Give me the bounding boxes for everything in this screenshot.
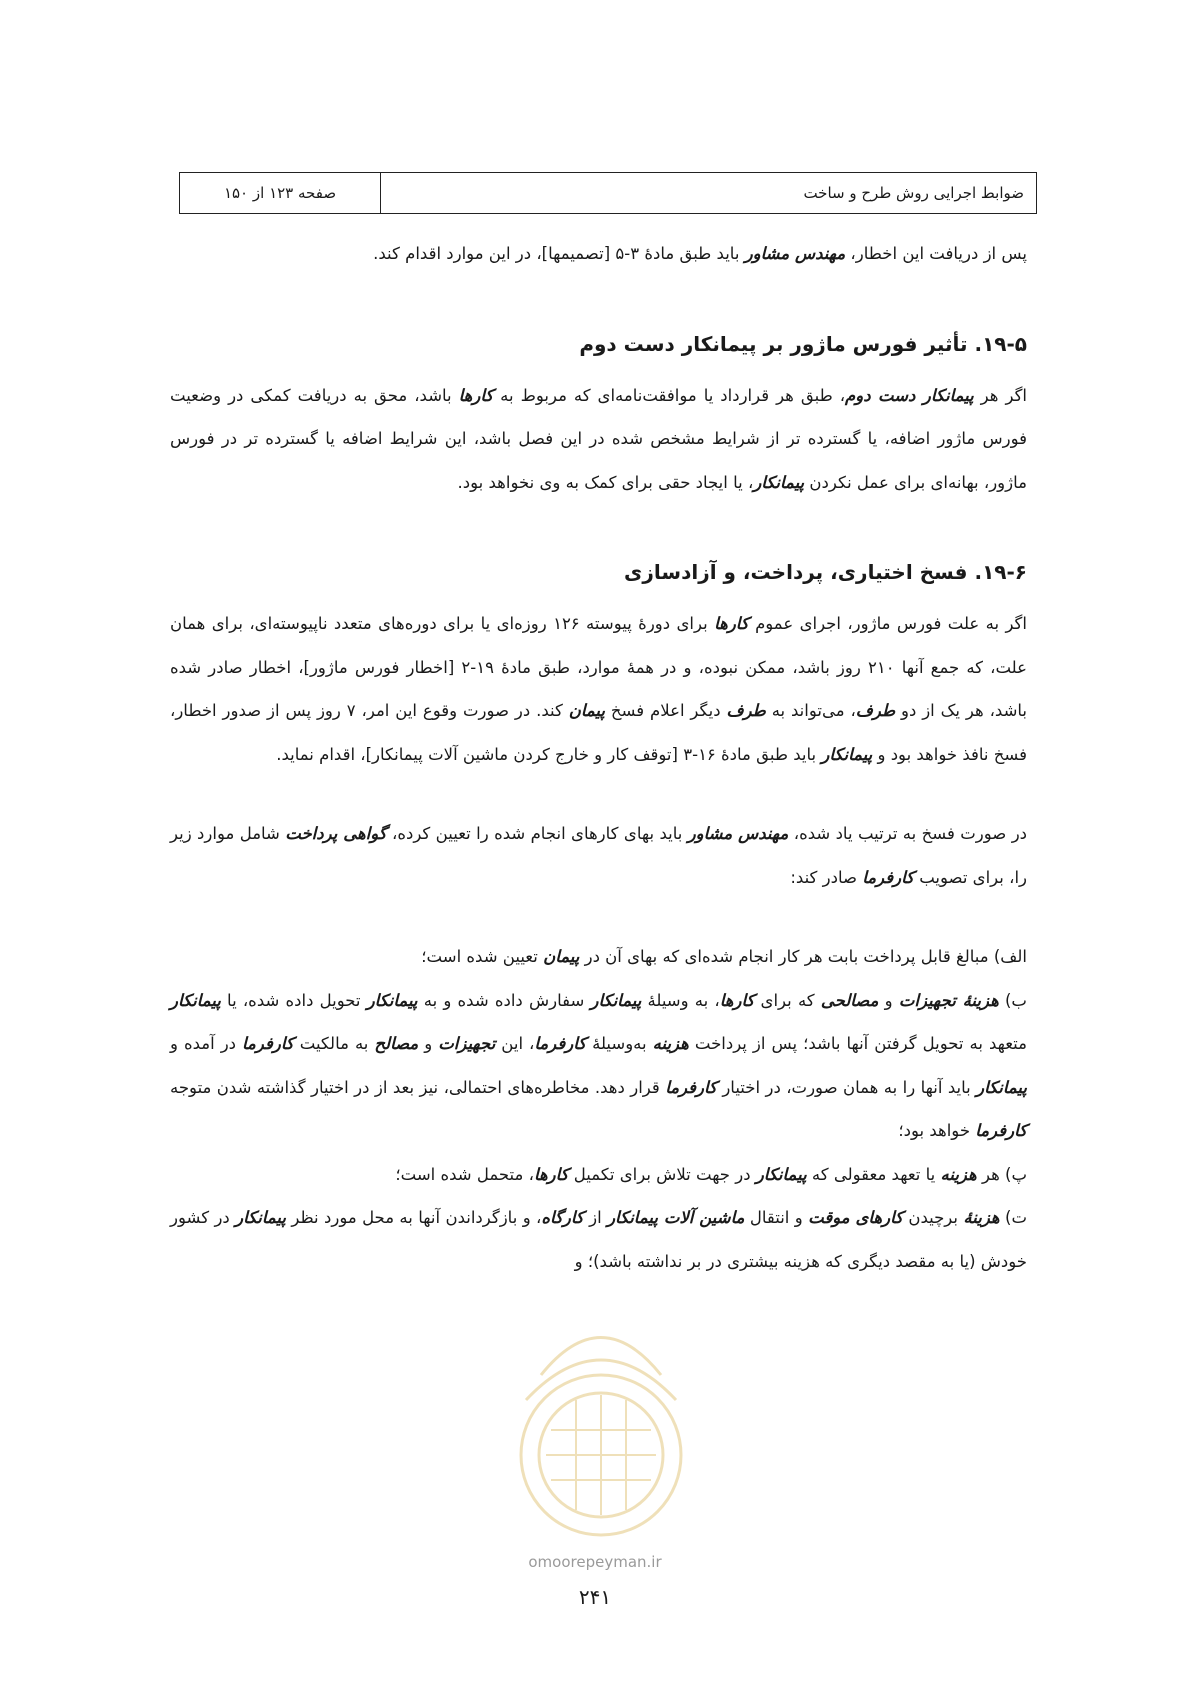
text: قرار دهد. مخاطره‌های احتمالی، نیز بعد از در اختیار گذاشته شدن متوجه [170, 1077, 666, 1097]
text: ، یا ایجاد حقی برای کمک به وی نخواهد بود. [457, 472, 754, 492]
text: اگر به علت فورس ماژور، اجرای عموم [748, 614, 1027, 633]
term: پیمانکار [170, 990, 221, 1010]
text: ب) [998, 990, 1027, 1010]
term: کارها [458, 385, 494, 405]
term: مصالحی [820, 990, 879, 1010]
term: پیمانکار [366, 990, 418, 1010]
text: باید بهای کارهای انجام شده را تعیین کرده، [386, 824, 688, 843]
term: پیمانکار [590, 990, 642, 1010]
term: کارفرما [665, 1077, 717, 1097]
header-title: ضوابط اجرایی روش طرح و ساخت [803, 184, 1024, 202]
term: کارفرما [242, 1034, 294, 1053]
term: هزینۀ تجهیزات [898, 990, 999, 1010]
header-page-ref: صفحه ۱۲۳ از ۱۵۰ [180, 173, 381, 213]
section-heading-19-5: ۱۹-۵. تأثیر فورس ماژور بر پیمانکار دست دوم [579, 331, 1027, 356]
term: کارهای موقت [808, 1208, 903, 1227]
list-item-be [170, 979, 1027, 1153]
list-item-pe [170, 1153, 1027, 1197]
term: پیمان [543, 947, 580, 966]
text: برچیدن [902, 1208, 964, 1227]
term: طرف [726, 701, 766, 720]
list-item-alef [170, 935, 1027, 979]
term: پیمان [568, 701, 606, 720]
text: به‌وسیلۀ [586, 1034, 653, 1053]
term: کارها [533, 1164, 569, 1184]
text: پس از دریافت این اخطار، [845, 244, 1027, 263]
text: خواهد بود؛ [898, 1121, 976, 1140]
text: تعیین شده است؛ [421, 947, 544, 966]
text: ، به وسیلۀ [641, 990, 720, 1010]
term: هزینۀ [963, 1208, 1000, 1227]
text: سفارش داده شده و به [417, 990, 591, 1010]
term: پیمانکار دست دوم [845, 385, 974, 405]
term: کارفرما [975, 1121, 1027, 1140]
term: کارگاه [541, 1208, 584, 1227]
paragraph-19-6 [170, 602, 1027, 776]
text: ت) [999, 1208, 1027, 1227]
page-header [179, 172, 1037, 214]
text: ، می‌تواند به [765, 701, 856, 720]
term: گواهی پرداخت [285, 824, 387, 843]
term: کارفرما [534, 1034, 587, 1053]
term: پیمانکار [755, 1164, 807, 1184]
term: پیمانکار [235, 1208, 286, 1227]
text: در صورت فسخ به ترتیب یاد شده، [788, 824, 1028, 843]
text: در آمده و [170, 1034, 243, 1053]
text: در کشور خودش (یا به مقصد دیگری که هزینه بیشتری در بر نداشته باشد)؛ و [170, 1208, 1027, 1271]
term: مهندس مشاور [687, 824, 789, 843]
term: تجهیزات [438, 1034, 496, 1053]
term: مصالح [374, 1034, 419, 1053]
text: باشد، محق به دریافت کمکی در وضعیت فورس ماژور اضافه، یا گسترده تر از شرایط مشخص شده در این فصل باشد، این شرایط اضافه یا گسترده تر در فورس ماژور، بهانه‌ای برای عمل نکردن [170, 385, 1027, 492]
text: تحویل داده شده، یا [220, 990, 367, 1010]
text: باید طبق مادۀ ۳-۵ [تصمیمها]، در این موارد اقدام کند. [373, 244, 745, 263]
term: پیمانکار [753, 472, 805, 492]
text: باید آنها را به همان صورت، در اختیار [716, 1077, 977, 1097]
text: کند. در صورت وقوع این امر، ۷ روز پس از صدور اخطار، فسخ نافذ خواهد بود و [170, 701, 1027, 764]
term: هزینه [652, 1034, 689, 1053]
text: از [583, 1208, 608, 1227]
term: پیمانکار [821, 744, 873, 764]
term: طرف [855, 701, 896, 720]
watermark-url: omoorepeyman.ir [528, 1553, 662, 1571]
term: پیمانکار [976, 1077, 1027, 1097]
paragraph-intro [170, 232, 1027, 276]
text: ، طبق هر قرارداد یا موافقت‌نامه‌ای که مربوط به [493, 385, 846, 405]
text: صادر کند: [790, 867, 863, 887]
text: اگر هر [973, 385, 1028, 405]
text: ، و بازگرداندن آنها به محل مورد نظر [286, 1208, 542, 1227]
text: به مالکیت [293, 1034, 375, 1053]
term: ماشین آلات پیمانکار [607, 1208, 745, 1227]
text: یا تعهد معقولی که [806, 1164, 941, 1184]
list-item-te [170, 1196, 1027, 1283]
text: شامل موارد زیر را، برای تصویب [170, 824, 1027, 887]
text: الف) مبالغ قابل پرداخت بابت هر کار انجام شده‌ای که بهای آن در [579, 947, 1027, 966]
term: کارها [719, 990, 755, 1010]
text: دیگر اعلام فسخ [605, 701, 727, 720]
text: که برای [754, 990, 821, 1010]
watermark-seal-icon [496, 1280, 706, 1560]
term: کارها [714, 614, 749, 633]
term: کارفرما [862, 867, 914, 887]
text: باید طبق مادۀ ۱۶-۳ [توقف کار و خارج کردن ماشین آلات پیمانکار]، اقدام نماید. [276, 744, 822, 764]
term: مهندس مشاور [744, 244, 846, 263]
text: و [418, 1034, 439, 1053]
paragraph-payment-certificate [170, 812, 1027, 899]
text: برای دورۀ پیوسته ۱۲۶ روزه‌ای یا برای دوره‌های متعدد ناپیوسته‌ای، برای همان علت، که جمع آنها ۲۱۰ روز باشد، ممکن نبوده، و در همۀ موارد، طبق مادۀ ۱۹-۲ [اخطار فورس ماژور]، اخطار صادر شده باشد، هر یک از دو [170, 614, 1028, 720]
text: و انتقال [744, 1208, 809, 1227]
term: هزینه [940, 1164, 977, 1184]
paragraph-19-5 [170, 374, 1027, 505]
text: ، این [495, 1034, 535, 1053]
text: متعهد به تحویل گرفتن آنها باشد؛ پس از پرداخت [688, 1034, 1027, 1053]
section-heading-19-6: ۱۹-۶. فسخ اختیاری، پرداخت، و آزادسازی [624, 560, 1027, 584]
text: ، متحمل شده است؛ [395, 1164, 534, 1184]
text: و [878, 990, 899, 1010]
page-number: ۲۴۱ [578, 1585, 612, 1609]
text: پ) هر [976, 1164, 1027, 1184]
document-body [170, 232, 1027, 1283]
text: در جهت تلاش برای تکمیل [568, 1164, 756, 1184]
